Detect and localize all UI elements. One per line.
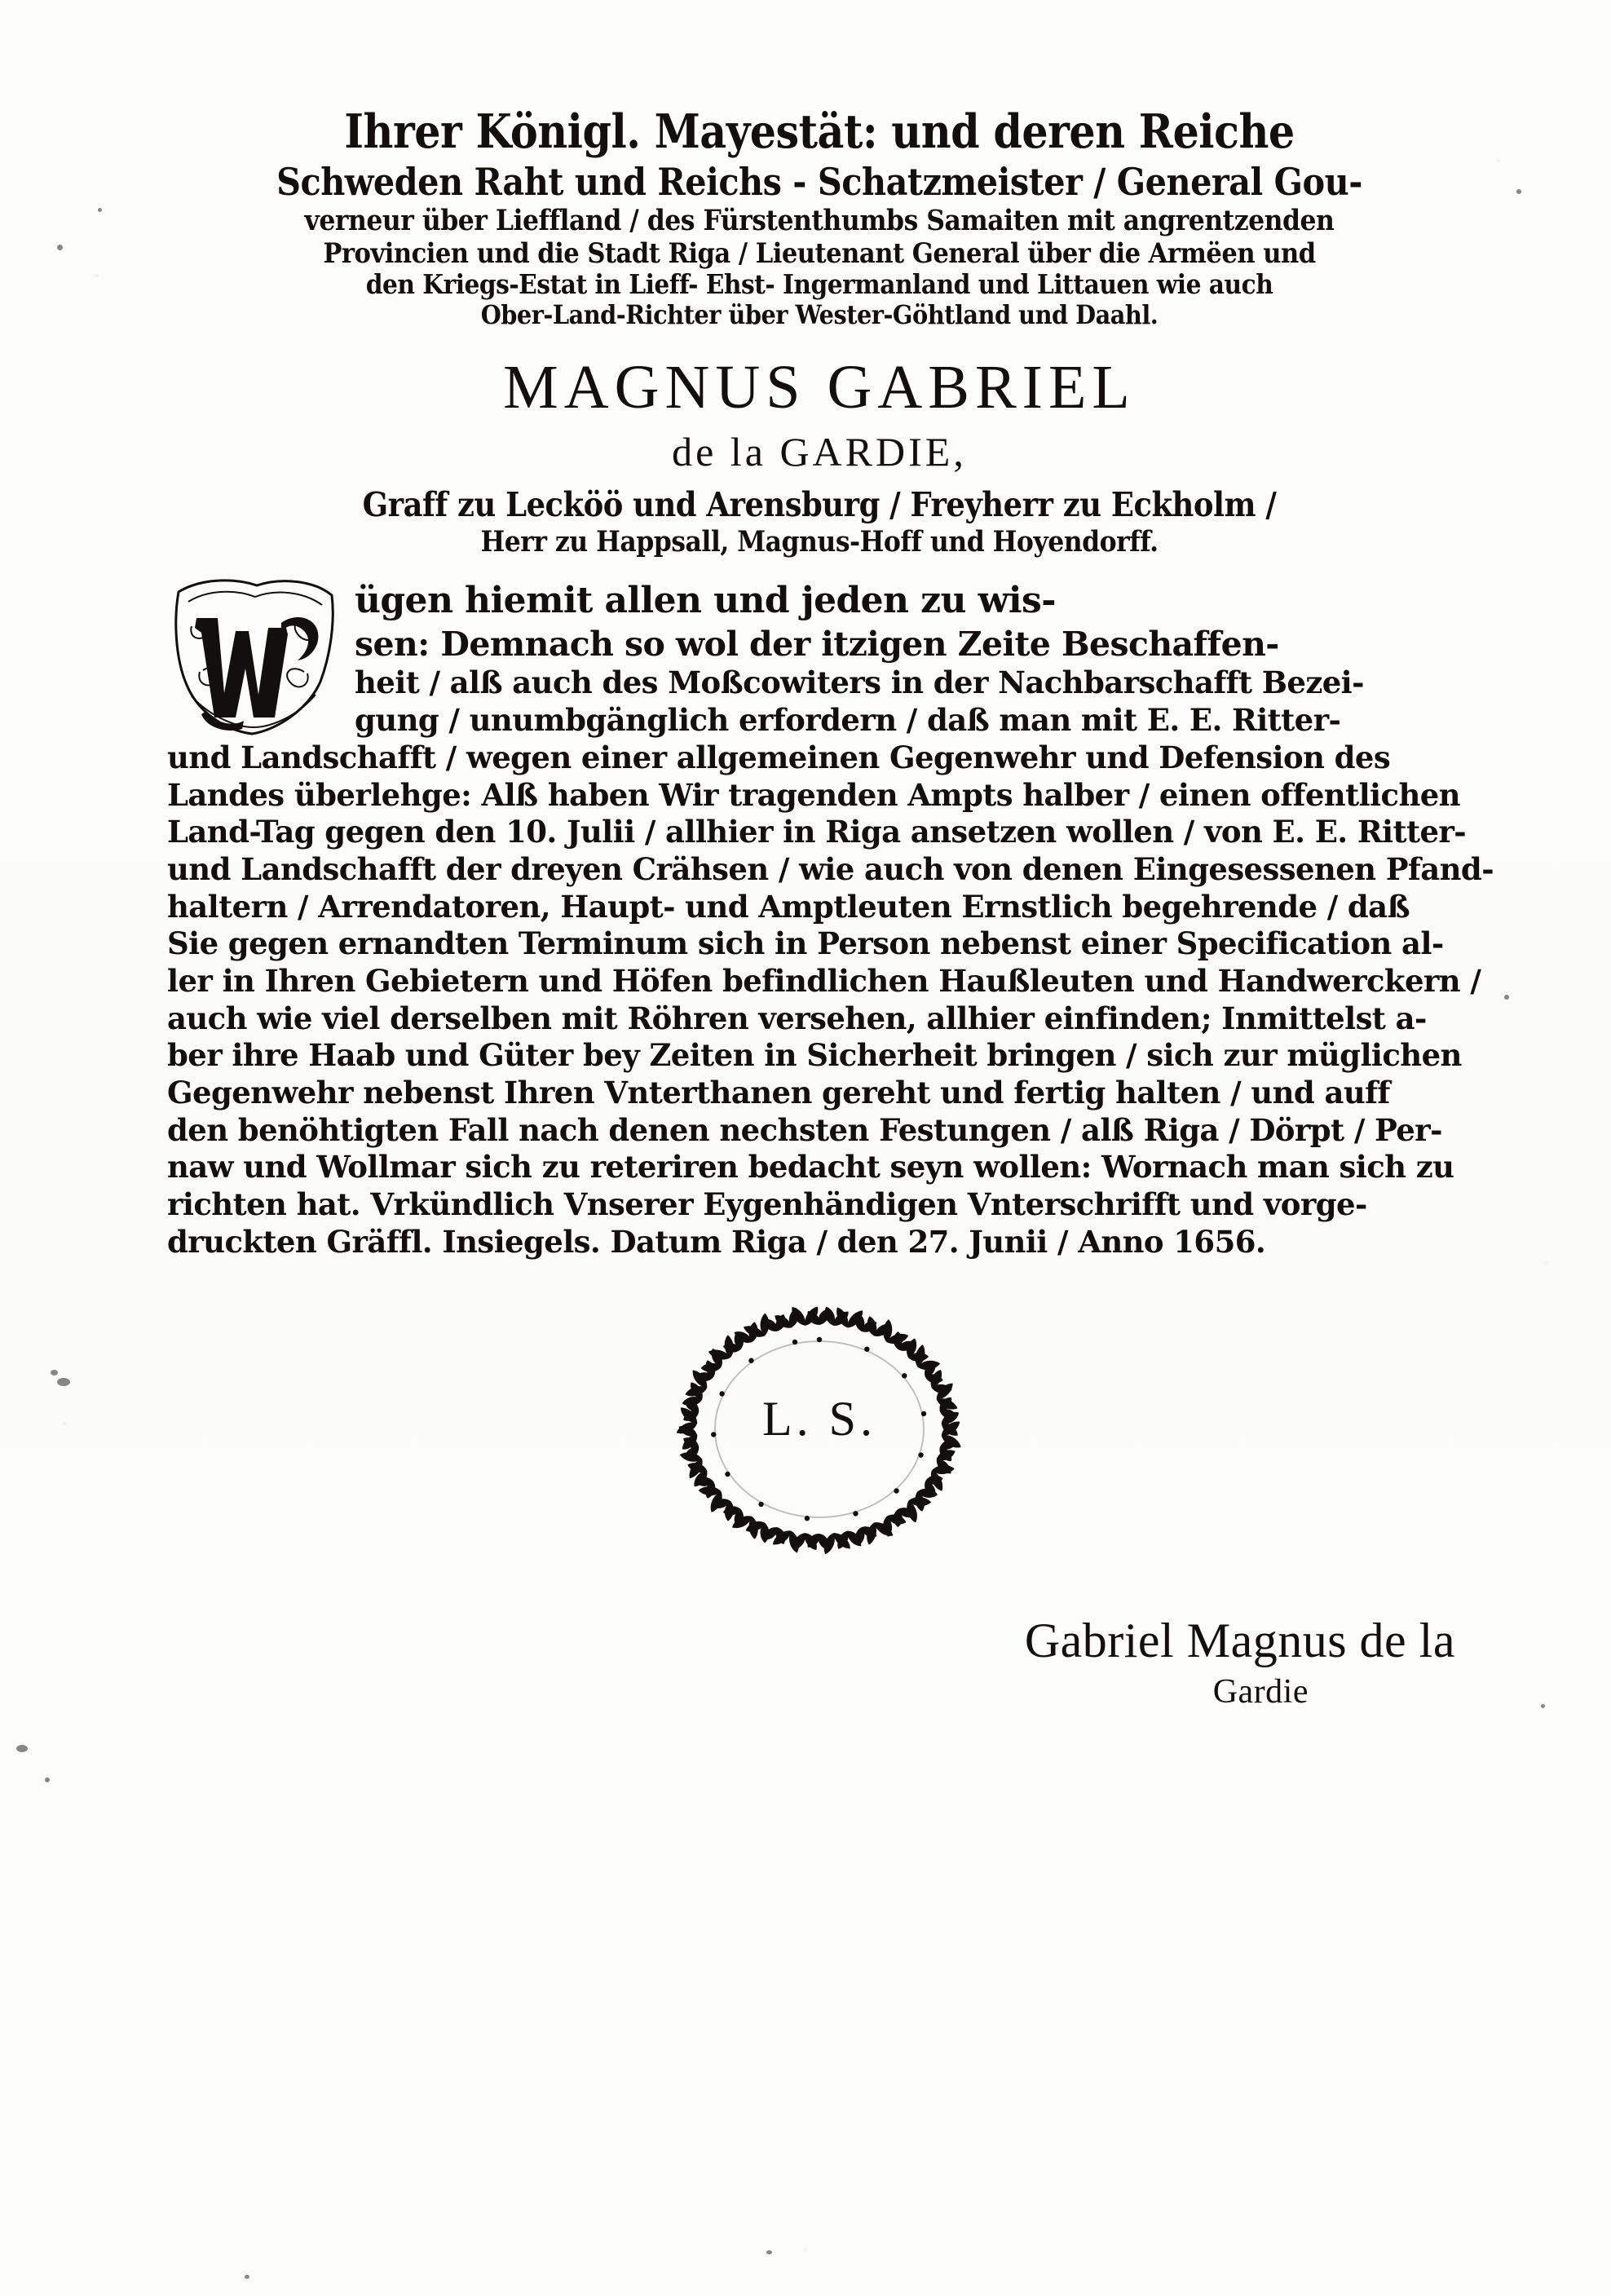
paper-speck	[245, 2275, 249, 2279]
body-line-10: Sie gegen ernandten Terminum sich in Person nebenst einer Specification al-	[167, 925, 1444, 962]
paper-speck	[1541, 1704, 1545, 1708]
body-line-17: richten hat. Vrkündlich Vnserer Eygenhändigen Vnterschrifft und vorge-	[167, 1186, 1367, 1223]
heading-line-1: Ihrer Königl. Mayestät: und deren Reiche	[344, 104, 1295, 159]
heading-line-6: Ober-Land-Richter über Wester-Göhtland und Daahl.	[480, 298, 1159, 330]
body-line-15: den benöhtigten Fall nach denen nechsten Festungen / alß Riga / Dörpt / Per-	[167, 1111, 1442, 1148]
paper-speck	[16, 1745, 28, 1752]
seal-label: L. S.	[761, 1392, 877, 1446]
body-line-7: Land-Tag gegen den 10. Julii / allhier in Riga ansetzen wollen / von E. E. Ritter-	[167, 814, 1467, 850]
body-line-5: und Landschafft / wegen einer allgemeinen Gegenwehr und Defension des	[167, 739, 1391, 775]
paper-speck	[45, 1777, 50, 1782]
body-line-9: haltern / Arrendatoren, Haupt- und Amptleuten Ernstlich begehrende / daß	[167, 888, 1410, 925]
heading-line-5: den Kriegs-Estat in Lieff- Ehst- Ingermanland und Littauen wie auch	[365, 267, 1273, 300]
drop-cap-w-icon	[167, 574, 342, 741]
document-content	[167, 104, 1494, 1711]
seal-area	[167, 1295, 1472, 1564]
body-line-12: auch wie viel derselben mit Röhren versehen, allhier einfinden; Inmittelst a-	[167, 1000, 1427, 1036]
paper-speck	[51, 1370, 58, 1375]
paper-speck	[98, 208, 102, 212]
body-line-6: Landes überlehge: Alß haben Wir tragenden Ampts halber / einen offentlichen	[167, 776, 1460, 813]
issuer-title-line-1: Graff zu Lecköö und Arensburg / Freyherr zu Eckholm /	[362, 485, 1277, 525]
signature-line-1: Gabriel Magnus de la	[1024, 1614, 1455, 1668]
paper-speck	[57, 245, 63, 250]
body-line-14: Gegenwehr nebenst Ihren Vnterthanen gereht und fertig halten / und auff	[167, 1075, 1390, 1110]
body-line-4: gung / unumbgänglich erfordern / daß man mit E. E. Ritter-	[355, 702, 1341, 739]
issuer-name-sub: de la GARDIE,	[672, 429, 967, 475]
heading-line-2: Schweden Raht und Reichs - Schatzmeister / General Gou-	[276, 159, 1362, 204]
paper-speck	[1516, 189, 1521, 194]
body-line-1: ügen hiemit allen und jeden zu wis-	[355, 580, 1056, 622]
body-line-18: druckten Gräffl. Insiegels. Datum Riga / den 27. Junii / Anno 1656.	[167, 1223, 1266, 1260]
issuer-name: MAGNUS GABRIEL	[503, 353, 1136, 422]
signature-line-2: Gardie	[1212, 1673, 1309, 1711]
wreath-seal-icon	[644, 1295, 995, 1564]
body-line-3: heit / alß auch des Moßcowiters in der Nachbarschafft Bezei-	[355, 665, 1364, 701]
paper-speck	[1504, 995, 1509, 1000]
heading-block	[167, 106, 1472, 329]
body-line-13: ber ihre Haab und Güter bey Zeiten in Sicherheit bringen / sich zur müglichen	[167, 1037, 1462, 1074]
signature-block	[167, 1613, 1472, 1711]
heading-line-4: Provincien und die Stadt Riga / Lieutenant General über die Armëen und	[323, 236, 1316, 270]
name-block	[167, 352, 1472, 558]
body-line-8: und Landschafft der dreyen Crähsen / wie auch von denen Eingesessenen Pfand-	[167, 850, 1494, 887]
body-block	[167, 579, 1494, 1261]
body-line-16: naw und Wollmar sich zu reteriren bedacht seyn wollen: Wornach man sich zu	[167, 1149, 1454, 1186]
paper-speck	[766, 2250, 772, 2254]
issuer-title-line-2: Herr zu Happsall, Magnus-Hoff und Hoyendorff.	[480, 525, 1159, 559]
body-line-11: ler in Ihren Gebietern und Höfen befindlichen Haußleuten und Handwerckern /	[167, 962, 1481, 999]
paper-speck	[57, 1378, 70, 1386]
heading-line-3: verneur über Lieffland / des Fürstenthumbs Samaiten mit angrentzenden	[304, 204, 1335, 238]
body-line-2: sen: Demnach so wol der itzigen Zeite Beschaffen-	[355, 624, 1279, 664]
